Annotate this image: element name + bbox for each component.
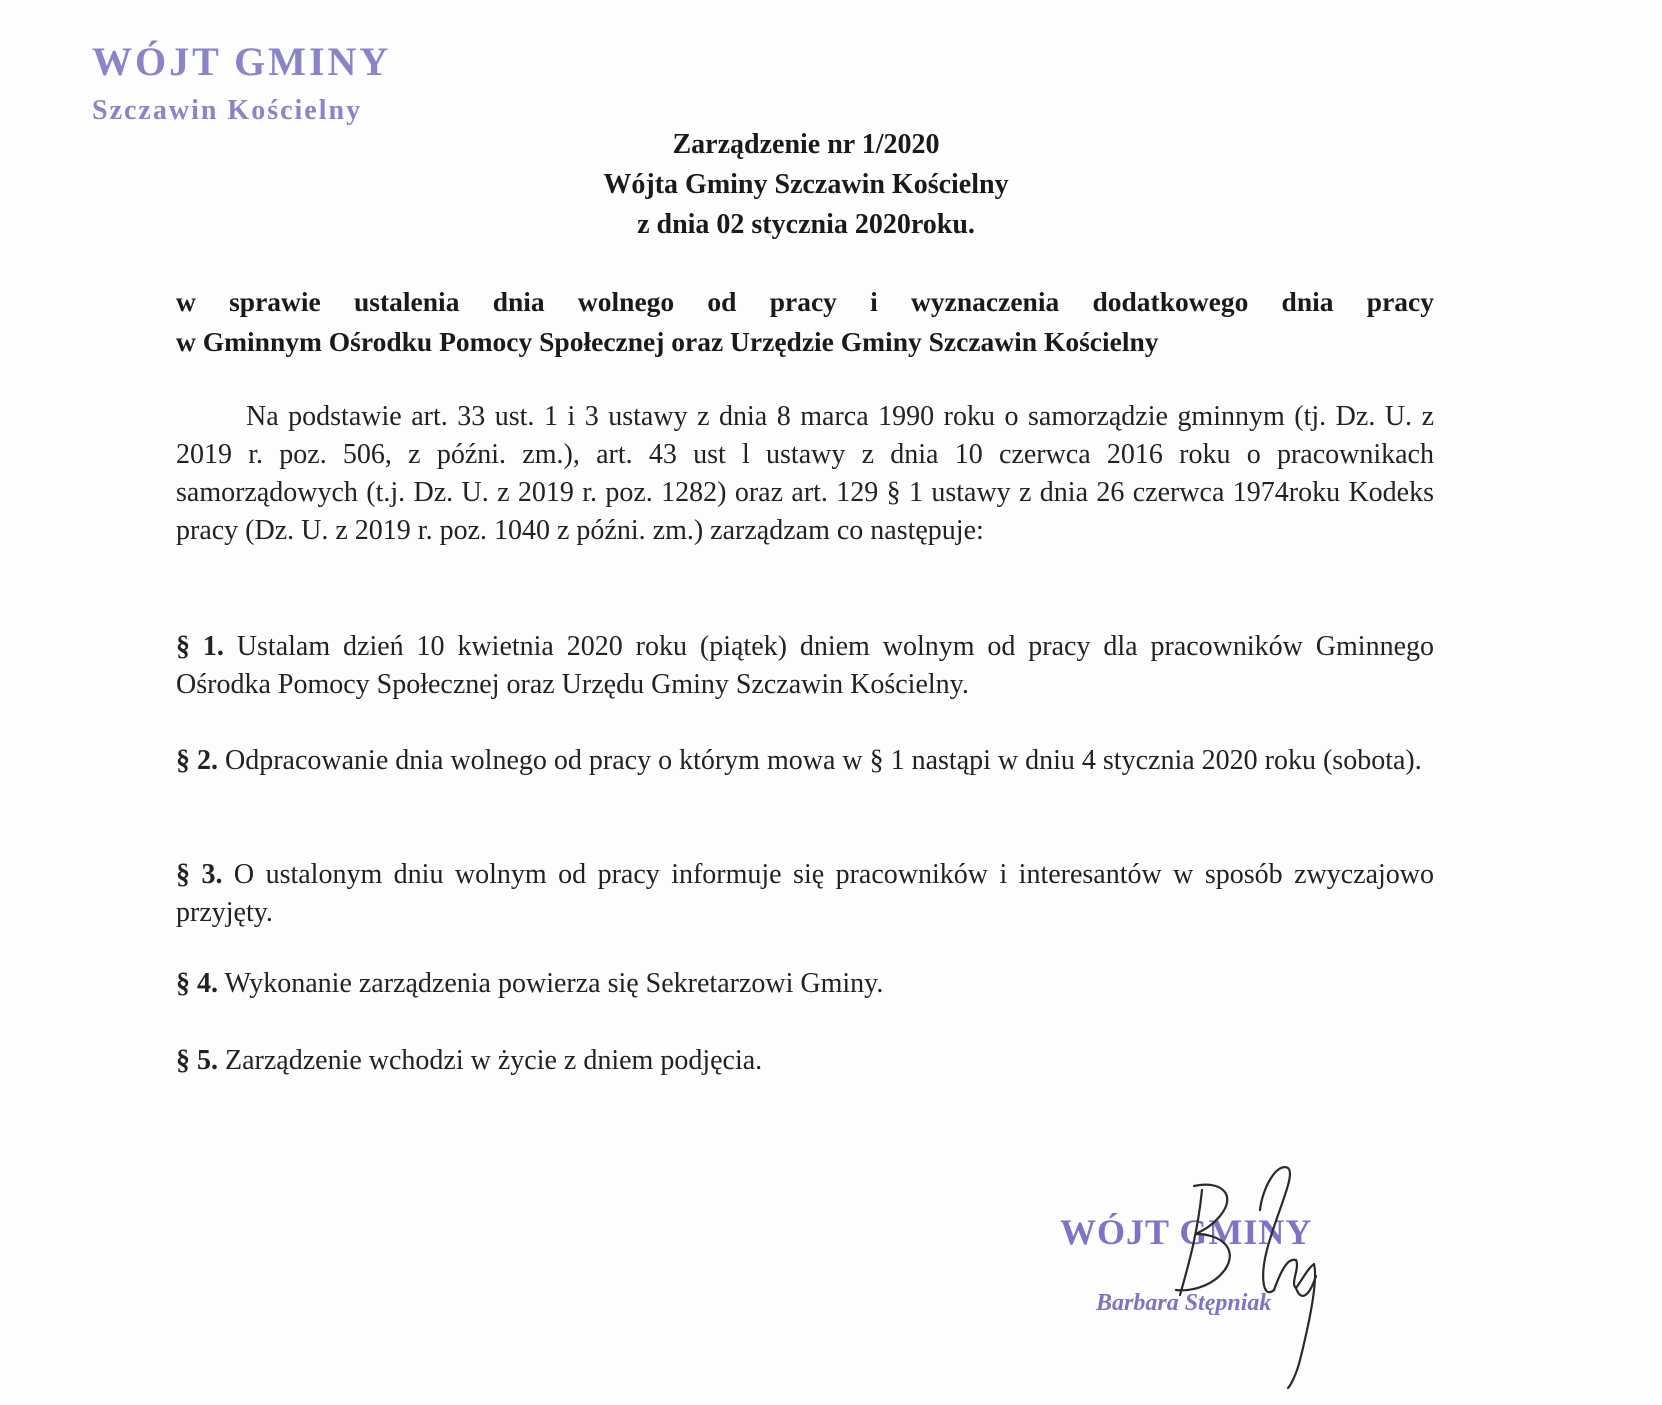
paragraph-1-text: Ustalam dzień 10 kwietnia 2020 roku (piątek) dniem wolnym od pracy dla pracowników Gminnego Ośrodka Pomocy Społecznej oraz Urzędu Gminy Szczawin Kościelny. [176,631,1434,700]
paragraph-5-label: § 5. [176,1045,218,1076]
stamp-municipality: Szczawin Kościelny [92,95,363,126]
paragraph-1 [176,628,1434,704]
document-header [0,125,1612,245]
handwritten-signature [1150,1150,1340,1390]
paragraph-5-text: Zarządzenie wchodzi w życie z dniem podjęcia. [218,1045,763,1076]
ordinance-date: z dnia 02 stycznia 2020roku. [637,209,975,240]
paragraph-4-label: § 4. [176,968,218,999]
office-stamp [92,38,391,130]
stamp-title: WÓJT GMINY [92,39,392,84]
paragraph-3 [176,856,1434,932]
paragraph-3-label: § 3. [176,859,223,890]
paragraph-3-text: O ustalonym dniu wolnym od pracy informuje się pracowników i interesantów w sposób zwyczajowo przyjęty. [176,859,1435,928]
paragraph-4 [176,965,1434,1003]
legal-basis-preamble: Na podstawie art. 33 ust. 1 i 3 ustawy z dnia 8 marca 1990 roku o samorządzie gminnym (tj. Dz. U. z 2019 r. poz. 506, z późni. zm.), art. 43 ust l ustawy z dnia 10 czerwca 2016 roku o pracownikach samorządowych (t.j. Dz. U. z 2019 r. poz. 1282) oraz art. 129 § 1 ustawy z dnia 26 czerwca 1974roku Kodeks pracy (Dz. U. z 2019 r. poz. 1040 z późni. zm.) zarządzam co następuje: [176,401,1434,546]
paragraph-1-label: § 1. [176,631,224,662]
signature-stamp-title: WÓJT GMINY [1060,1212,1313,1252]
ordinance-issuer: Wójta Gminy Szczawin Kościelny [603,169,1009,200]
subject-line-2: w Gminnym Ośrodku Pomocy Społecznej oraz Urzędzie Gminy Szczawin Kościelny [176,326,1159,357]
paragraph-4-text: Wykonanie zarządzenia powierza się Sekretarzowi Gminy. [218,968,884,999]
paragraph-2 [176,742,1434,780]
signature-stamp-name: Barbara Stępniak [1096,1290,1272,1316]
subject-line-1: w sprawie ustalenia dnia wolnego od pracy i wyznaczenia dodatkowego dnia pracy [176,286,1434,317]
paragraph-2-text: Odpracowanie dnia wolnego od pracy o którym mowa w § 1 nastąpi w dniu 4 stycznia 2020 roku (sobota). [218,745,1422,776]
paragraph-2-label: § 2. [176,745,218,776]
ordinance-number: Zarządzenie nr 1/2020 [672,129,940,160]
ordinance-subject [176,282,1434,362]
paragraph-5 [176,1042,1434,1080]
